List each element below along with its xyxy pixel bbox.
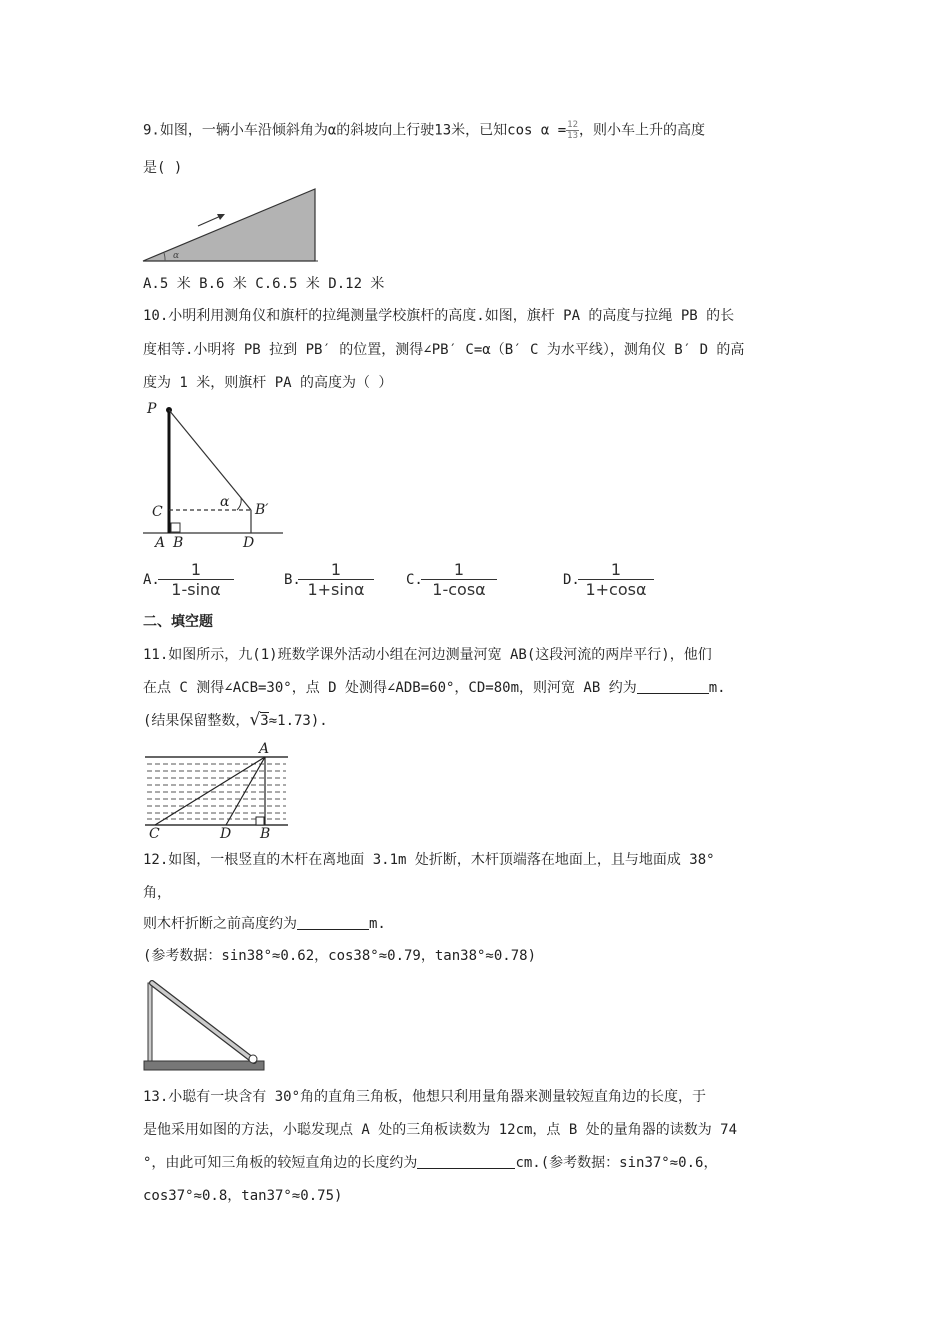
q10-line1: 10.小明利用测角仪和旗杆的拉绳测量学校旗杆的高度.如图，旗杆 PA 的高度与拉绳 PB 的长 — [143, 308, 735, 324]
q11-label-d: D — [220, 826, 232, 842]
q10-option-d-fraction: 1 1+cosα — [578, 560, 654, 599]
q9-line1: 9.如图，一辆小车沿倾斜角为α的斜坡向上行驶13米，已知cos α = $\frac{12}{13}$ ，则小车上升的高度 — [143, 120, 705, 141]
q13-line1: 13.小聪有一块含有 30°角的直角三角板，他想只利用量角器来测量较短直角边的长度，于 — [143, 1089, 706, 1105]
q9-options: A.5 米 B.6 米 C.6.5 米 D.12 米 — [143, 276, 385, 292]
q9-slope-figure — [143, 186, 318, 266]
q11-label-b: B — [260, 826, 271, 842]
q13-line3: °，由此可知三角板的较短直角边的长度约为 cm.(参考数据：sin37°≈0.6， — [143, 1155, 718, 1171]
q12-line2: 角， — [143, 885, 171, 901]
sqrt-symbol: √ — [249, 710, 261, 730]
q10-option-d-label: D. — [563, 572, 580, 588]
q10-label-p: P — [147, 401, 157, 417]
q10-label-d: D — [243, 535, 255, 551]
q9-line2: 是( ) — [143, 160, 183, 176]
q12-broken-pole-figure — [143, 975, 268, 1075]
q10-option-a-label: A. — [143, 572, 160, 588]
q10-option-a-fraction: 1 1-sinα — [158, 560, 234, 599]
q11-line2: 在点 C 测得∠ACB=30°，点 D 处测得∠ADB=60°，CD=80m，则河宽 AB 约为 m. — [143, 680, 726, 696]
q10-label-b: B — [173, 535, 184, 551]
q9-fraction: $\frac{12}{13}$ — [567, 120, 578, 141]
q11-line1: 11.如图所示，九(1)班数学课外活动小组在河边测量河宽 AB(这段河流的两岸平行)，他们 — [143, 647, 712, 663]
q10-label-a: A — [155, 535, 166, 551]
q13-line2: 是他采用如图的方法，小聪发现点 A 处的三角板读数为 12cm，点 B 处的量角器的读数为 74 — [143, 1122, 737, 1138]
q11-answer-blank[interactable] — [637, 679, 709, 694]
q12-line1: 12.如图，一根竖直的木杆在离地面 3.1m 处折断，木杆顶端落在地面上，且与地面成 38° — [143, 852, 715, 868]
q10-line3: 度为 1 米，则旗杆 PA 的高度为（ ） — [143, 375, 393, 391]
q11-label-a: A — [259, 741, 270, 757]
q11-line3: (结果保留整数，√3≈1.73). — [143, 710, 328, 730]
q11-label-c: C — [149, 826, 160, 842]
q10-label-c: C — [152, 504, 163, 520]
q13-line4: cos37°≈0.8，tan37°≈0.75) — [143, 1188, 343, 1204]
q10-label-alpha: α — [220, 494, 230, 510]
q9-alpha-label: α — [173, 251, 180, 261]
q10-option-c-fraction: 1 1-cosα — [421, 560, 497, 599]
q10-label-bprime: B′ — [255, 502, 269, 518]
q11-river-figure — [143, 740, 293, 840]
section-heading-fill-in: 二、填空题 — [143, 614, 213, 630]
q10-flagpole-figure — [143, 400, 293, 550]
q10-line2: 度相等.小明将 PB 拉到 PB′ 的位置，测得∠PB′ C=α（B′ C 为水平线），测角仪 B′ D 的高 — [143, 342, 745, 358]
q12-answer-blank[interactable] — [297, 915, 369, 930]
q12-line3: 则木杆折断之前高度约为 m. — [143, 916, 386, 932]
q10-option-c-label: C. — [406, 572, 423, 588]
q13-answer-blank[interactable] — [417, 1154, 515, 1169]
q10-option-b-fraction: 1 1+sinα — [298, 560, 374, 599]
q12-line4: (参考数据：sin38°≈0.62，cos38°≈0.79，tan38°≈0.78) — [143, 948, 537, 964]
q10-option-b-label: B. — [284, 572, 301, 588]
